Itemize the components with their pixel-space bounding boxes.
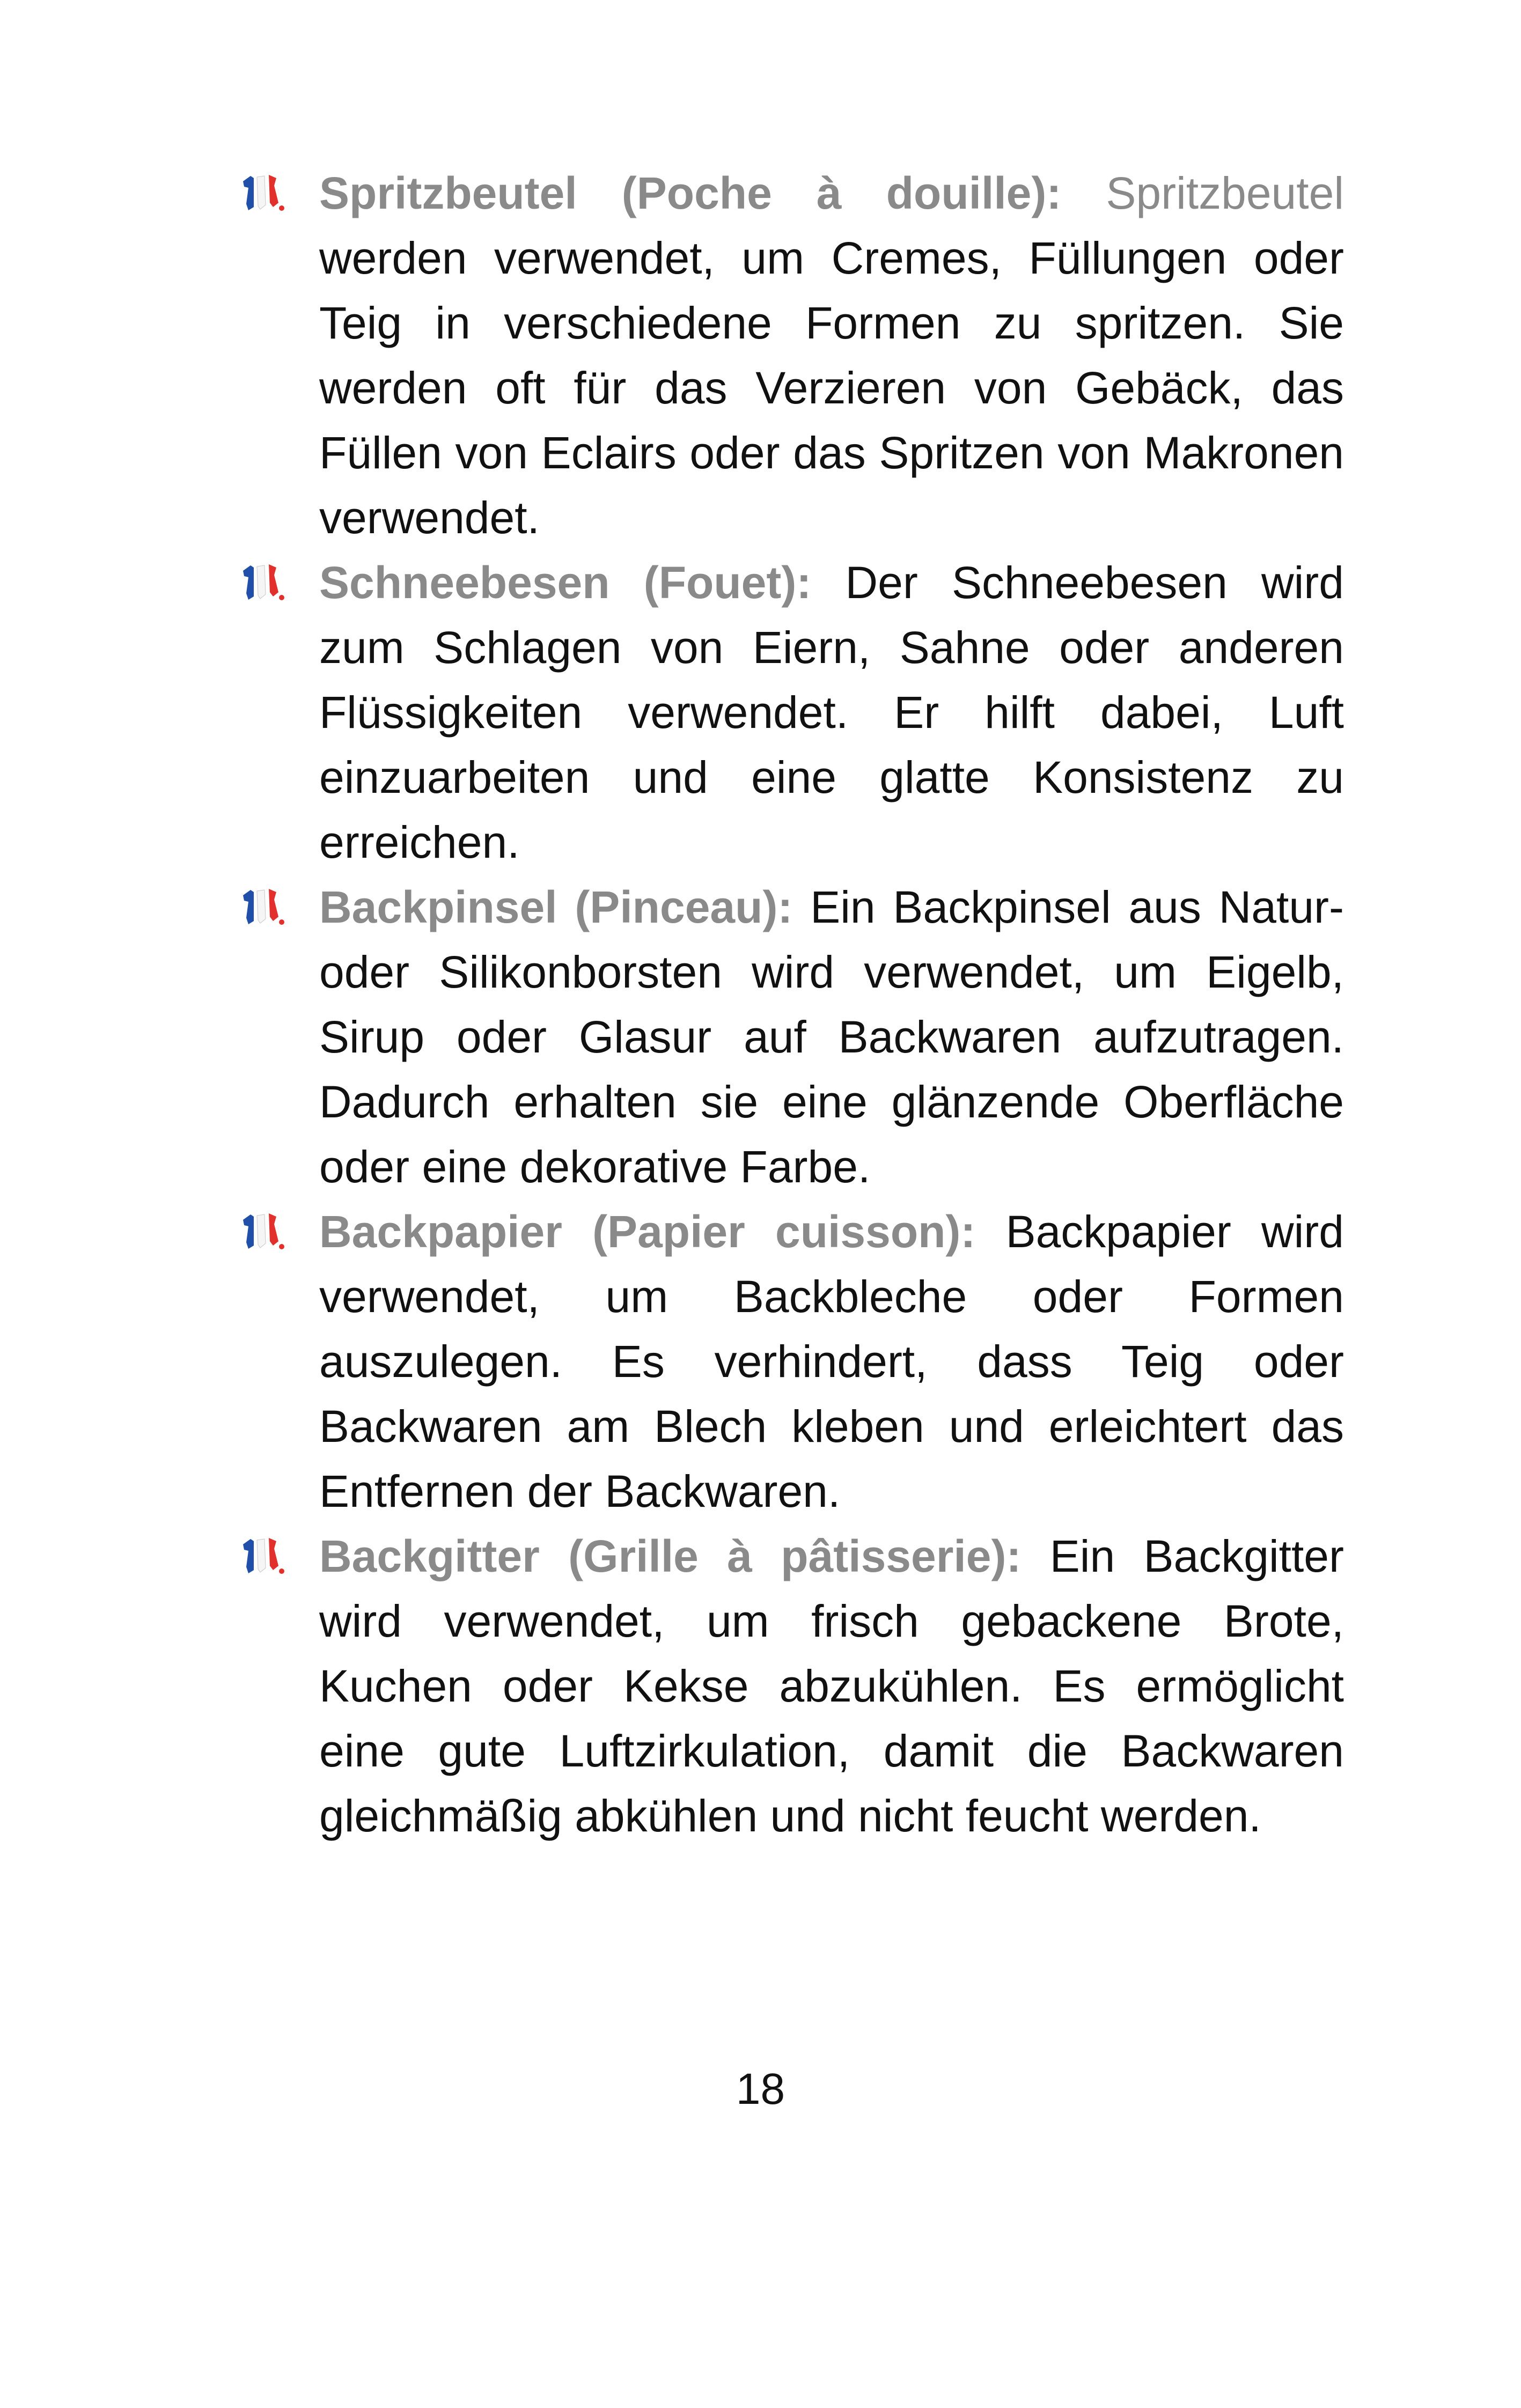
- french-flag-icon: [239, 172, 288, 213]
- french-flag-icon: [239, 1210, 288, 1252]
- list-item: [319, 1524, 1344, 1849]
- french-flag-icon: [239, 1535, 288, 1577]
- french-flag-icon: [239, 886, 288, 927]
- entry-text: werden verwendet, um Cremes, Füllungen oder Teig in verschiedene Formen zu spritzen. Sie werden oft für das Verzieren von Gebäck, das Füllen von Eclairs oder das Spritzen von Makronen verwendet.: [319, 233, 1344, 543]
- entry-term: Backpapier (Papier cuisson):: [319, 1206, 1006, 1257]
- list-item: [319, 550, 1344, 875]
- entry-text: Ein Backgitter wird verwendet, um frisch gebackene Brote, Kuchen oder Kekse abzukühlen. Es ermöglicht eine gute Luftzirkulation, damit die Backwaren gleichmäßig abkühlen und nicht feucht werden.: [319, 1531, 1344, 1841]
- french-flag-icon: [239, 561, 288, 603]
- entry-lead: Spritzbeutel: [1106, 168, 1344, 218]
- entry-term: Backgitter (Grille à pâtisserie):: [319, 1531, 1050, 1581]
- entry-term: Schneebesen (Fouet):: [319, 557, 846, 608]
- entry-text: Der Schneebesen wird zum Schlagen von Eiern, Sahne oder anderen Flüssigkeiten verwendet. Er hilft dabei, Luft einzuarbeiten und eine glatte Konsistenz zu erreichen.: [319, 557, 1344, 867]
- list-item: [319, 1199, 1344, 1524]
- entry-term: Spritzbeutel (Poche à douille):: [319, 168, 1106, 218]
- bakery-tools-list: [319, 161, 1344, 1849]
- entry-term: Backpinsel (Pinceau):: [319, 882, 811, 932]
- page-number: 18: [736, 2065, 785, 2114]
- entry-text: Ein Backpinsel aus Natur- oder Silikonborsten wird verwendet, um Eigelb, Sirup oder Glasur auf Backwaren aufzutragen. Dadurch erhalten sie eine glänzende Oberfläche oder eine dekorative Farbe.: [319, 882, 1344, 1192]
- list-item: [319, 161, 1344, 550]
- entry-text: Backpapier wird verwendet, um Backbleche oder Formen auszulegen. Es verhindert, dass Teig oder Backwaren am Blech kleben und erleichtert das Entfernen der Backwaren.: [319, 1206, 1344, 1516]
- list-item: [319, 875, 1344, 1199]
